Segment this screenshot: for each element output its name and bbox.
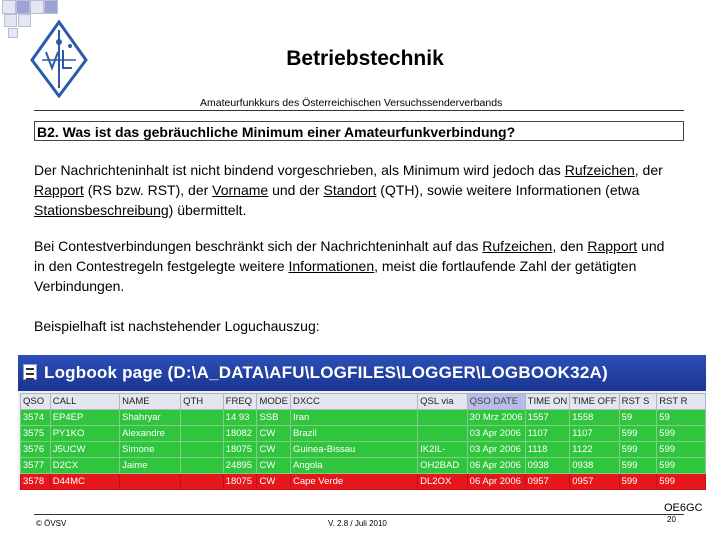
copyright: © ÖVSV: [36, 519, 67, 528]
cell-call: EP4EP: [50, 410, 119, 426]
column-header[interactable]: CALL: [50, 394, 119, 410]
cell-freq: 18075: [223, 474, 257, 490]
cell-qso-date: 30 Mrz 2006: [467, 410, 525, 426]
cell-mode: CW: [257, 442, 291, 458]
logbook-title: Logbook page (D:\A_DATA\AFU\LOGFILES\LOGGER\LOGBOOK32A): [44, 363, 608, 382]
table-row[interactable]: [21, 458, 706, 474]
cell-rst-r: 599: [657, 458, 706, 474]
cell-rst-r: 599: [657, 474, 706, 490]
cell-qso: 3577: [21, 458, 51, 474]
cell-dxcc: Brazil: [290, 426, 417, 442]
cell-qsl-via: [418, 426, 468, 442]
column-header[interactable]: RST R: [657, 394, 706, 410]
logbook-window: [18, 355, 706, 490]
cell-qso-date: 06 Apr 2006: [467, 458, 525, 474]
column-header-sorted[interactable]: QSO DATE: [467, 394, 525, 410]
cell-qso-date: 06 Apr 2006: [467, 474, 525, 490]
cell-time-off: 0957: [570, 474, 619, 490]
cell-call: D2CX: [50, 458, 119, 474]
cell-qsl-via: OH2BAD: [418, 458, 468, 474]
cell-time-on: 0938: [525, 458, 570, 474]
question-box: B2. Was ist das gebräuchliche Minimum einer Amateurfunkverbindung?: [34, 121, 684, 141]
table-row[interactable]: [21, 442, 706, 458]
decor-square: [44, 0, 58, 14]
column-header[interactable]: TIME ON: [525, 394, 570, 410]
cell-qth: [181, 426, 224, 442]
cell-qth: [181, 410, 224, 426]
cell-dxcc: Cape Verde: [290, 474, 417, 490]
column-header[interactable]: MODE: [257, 394, 291, 410]
cell-rst-s: 599: [619, 474, 657, 490]
decor-square: [16, 0, 30, 14]
cell-rst-r: 59: [657, 410, 706, 426]
cell-freq: 18082: [223, 426, 257, 442]
decor-square: [8, 28, 18, 38]
cell-mode: CW: [257, 458, 291, 474]
cell-mode: CW: [257, 426, 291, 442]
cell-dxcc: Iran: [290, 410, 417, 426]
cell-time-on: 1557: [525, 410, 570, 426]
cell-qso: 3576: [21, 442, 51, 458]
cell-time-off: 1122: [570, 442, 619, 458]
cell-freq: 18075: [223, 442, 257, 458]
logbook-titlebar: [18, 355, 706, 391]
page-title: Betriebstechnik: [286, 47, 444, 70]
column-header[interactable]: DXCC: [290, 394, 417, 410]
cell-qsl-via: [418, 410, 468, 426]
cell-freq: 14 93: [223, 410, 257, 426]
cell-qth: [181, 458, 224, 474]
cell-name: Shahryar: [120, 410, 181, 426]
page-subtitle: Amateurfunkkurs des Österreichischen Versuchssenderverbands: [200, 97, 503, 109]
cell-dxcc: Guinea-Bissau: [290, 442, 417, 458]
cell-qth: [181, 474, 224, 490]
cell-time-off: 1107: [570, 426, 619, 442]
cell-freq: 24895: [223, 458, 257, 474]
cell-rst-s: 59: [619, 410, 657, 426]
paragraph-minimum: Der Nachrichteninhalt ist nicht bindend vorgeschrieben, als Minimum wird jedoch das Rufzeichen, der Rapport (RS bzw. RST), der Vorname und der Standort (QTH), sowie weitere Informationen (etwa Stationsbeschreibung) übermittelt.: [34, 162, 663, 218]
table-row[interactable]: [21, 426, 706, 442]
cell-qso: 3575: [21, 426, 51, 442]
column-header[interactable]: QSL via: [418, 394, 468, 410]
cell-time-off: 1558: [570, 410, 619, 426]
table-row-selected[interactable]: [21, 474, 706, 490]
author-code: OE6GC: [664, 502, 703, 514]
version-date: V. 2.8 / Juli 2010: [328, 519, 387, 528]
cell-rst-r: 599: [657, 442, 706, 458]
cell-name: Jaime: [120, 458, 181, 474]
paragraph-contest: Bei Contestverbindungen beschränkt sich der Nachrichteninhalt auf das Rufzeichen, den Rapport und in den Contestregeln festgelegte weitere Informationen, meist die fortlaufende Zahl der getätigten Verbindungen.: [34, 238, 665, 294]
cell-qso-date: 03 Apr 2006: [467, 426, 525, 442]
table-row[interactable]: [21, 410, 706, 426]
column-header[interactable]: TIME OFF: [570, 394, 619, 410]
logbook-page-icon: [23, 364, 37, 380]
header-divider: [34, 110, 684, 111]
cell-time-on: 1118: [525, 442, 570, 458]
cell-time-on: 0957: [525, 474, 570, 490]
cell-qth: [181, 442, 224, 458]
cell-time-on: 1107: [525, 426, 570, 442]
cell-qsl-via: IK2IL-: [418, 442, 468, 458]
cell-mode: SSB: [257, 410, 291, 426]
logbook-table: [20, 393, 706, 490]
cell-rst-r: 599: [657, 426, 706, 442]
cell-call: PY1KO: [50, 426, 119, 442]
cell-call: D44MC: [50, 474, 119, 490]
decor-square: [2, 0, 16, 14]
footer-divider: [34, 514, 684, 515]
cell-qso: 3578: [21, 474, 51, 490]
decor-square: [30, 0, 44, 14]
cell-call: J5UCW: [50, 442, 119, 458]
column-header[interactable]: RST S: [619, 394, 657, 410]
oevsv-logo-icon: [30, 20, 88, 98]
cell-time-off: 0938: [570, 458, 619, 474]
cell-qso: 3574: [21, 410, 51, 426]
column-header[interactable]: QTH: [181, 394, 224, 410]
cell-mode: CW: [257, 474, 291, 490]
cell-rst-s: 599: [619, 426, 657, 442]
cell-qso-date: 03 Apr 2006: [467, 442, 525, 458]
page-number: 20: [667, 515, 676, 524]
cell-name: Alexandre: [120, 426, 181, 442]
column-header[interactable]: FREQ: [223, 394, 257, 410]
column-header[interactable]: QSO: [21, 394, 51, 410]
cell-name: [120, 474, 181, 490]
cell-rst-s: 599: [619, 442, 657, 458]
cell-rst-s: 599: [619, 458, 657, 474]
cell-dxcc: Angola: [290, 458, 417, 474]
paragraph-example: Beispielhaft ist nachstehender Loguchauszug:: [34, 318, 320, 334]
cell-qsl-via: DL2OX: [418, 474, 468, 490]
column-header[interactable]: NAME: [120, 394, 181, 410]
cell-name: Simone: [120, 442, 181, 458]
decor-square: [4, 14, 17, 27]
